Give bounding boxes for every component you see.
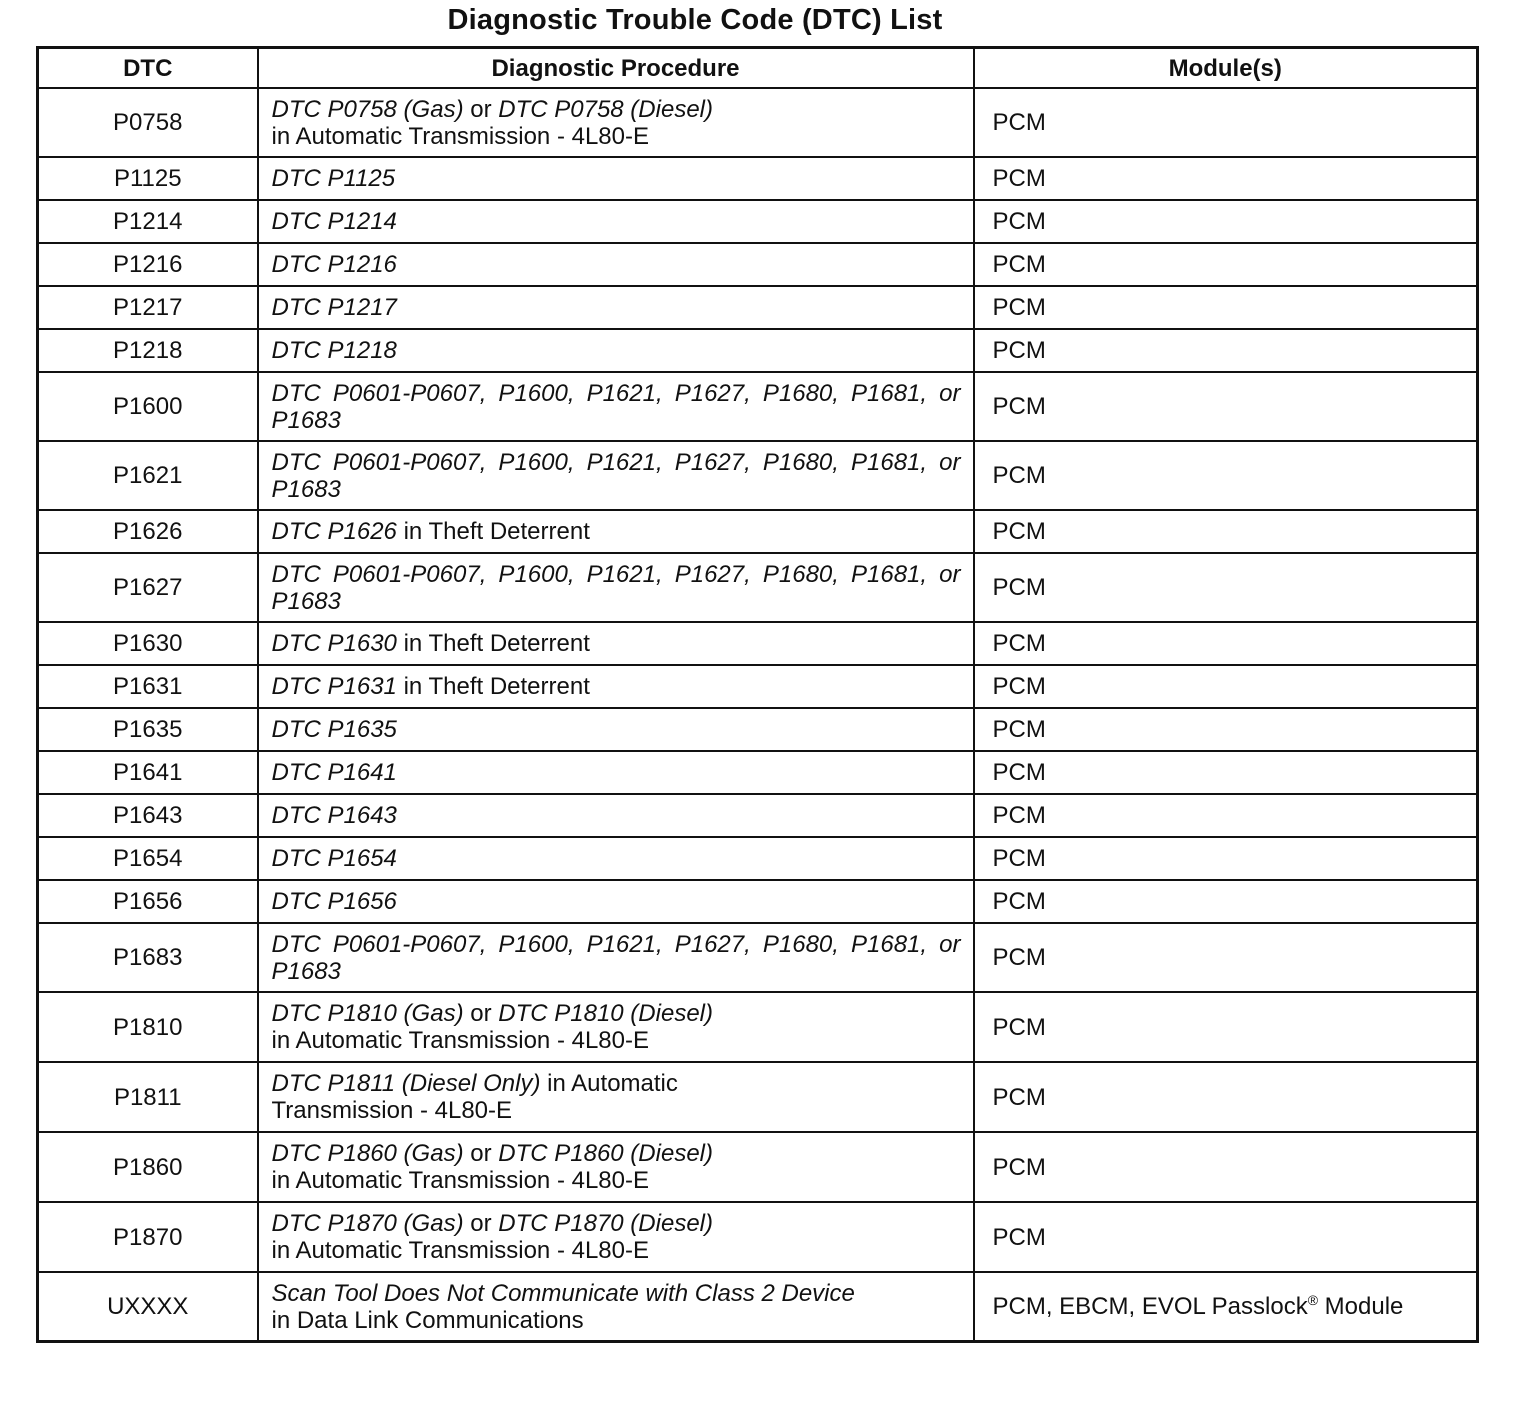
dtc-code: P1621 (38, 441, 258, 510)
procedure-link[interactable]: DTC P1654 (271, 845, 397, 872)
diagnostic-procedure (258, 286, 974, 329)
dtc-code: P1631 (38, 665, 258, 708)
table-row (38, 837, 1478, 880)
table-row (38, 880, 1478, 923)
procedure-link[interactable]: DTC P1656 (271, 888, 397, 915)
module-suffix: Module (1318, 1293, 1404, 1320)
procedure-link[interactable]: DTC P0601-P0607, P1600, P1621, P1627, P1680, P1681, or (271, 448, 961, 476)
diagnostic-procedure (258, 665, 974, 708)
module-cell: PCM (974, 1062, 1478, 1132)
dtc-code: P1641 (38, 751, 258, 794)
procedure-link[interactable]: P1683 (271, 475, 341, 503)
dtc-code: P1654 (38, 837, 258, 880)
column-header-modules: Module(s) (974, 48, 1478, 89)
diagnostic-procedure (258, 553, 974, 622)
procedure-link[interactable]: DTC P1860 (Gas) (271, 1140, 464, 1167)
procedure-text: or (470, 1000, 492, 1027)
diagnostic-procedure (258, 157, 974, 200)
diagnostic-procedure (258, 708, 974, 751)
procedure-text: in Automatic Transmission - 4L80-E (271, 1027, 649, 1054)
module-cell: PCM (974, 794, 1478, 837)
procedure-link[interactable]: DTC P1216 (271, 251, 397, 278)
module-cell: PCM (974, 1202, 1478, 1272)
dtc-code: P1600 (38, 372, 258, 441)
dtc-code: P1683 (38, 923, 258, 992)
procedure-link[interactable]: DTC P0601-P0607, P1600, P1621, P1627, P1680, P1681, or (271, 379, 961, 407)
table-row (38, 665, 1478, 708)
procedure-text: in Theft Deterrent (403, 518, 590, 545)
procedure-link[interactable]: DTC P1810 (Diesel) (498, 1000, 713, 1027)
module-cell: PCM (974, 372, 1478, 441)
dtc-code: P1626 (38, 510, 258, 553)
dtc-code: P1810 (38, 992, 258, 1062)
diagnostic-procedure (258, 372, 974, 441)
diagnostic-procedure (258, 441, 974, 510)
module-cell: PCM (974, 510, 1478, 553)
procedure-link[interactable]: DTC P1870 (Gas) (271, 1210, 464, 1237)
module-cell: PCM (974, 1132, 1478, 1202)
dtc-code: P1216 (38, 243, 258, 286)
dtc-code: UXXXX (38, 1272, 258, 1342)
dtc-code: P1627 (38, 553, 258, 622)
module-cell: PCM (974, 837, 1478, 880)
table-row (38, 286, 1478, 329)
procedure-text: in Automatic Transmission - 4L80-E (271, 122, 649, 150)
page-title: Diagnostic Trouble Code (DTC) List (447, 4, 943, 36)
procedure-link[interactable]: DTC P1811 (Diesel Only) (271, 1070, 541, 1097)
module-cell: PCM (974, 665, 1478, 708)
module-cell: PCM (974, 992, 1478, 1062)
procedure-link[interactable]: Scan Tool Does Not Communicate with Class 2 Device (271, 1279, 855, 1307)
table-row (38, 1132, 1478, 1202)
procedure-text: in Automatic (547, 1070, 678, 1097)
procedure-text: or (470, 95, 492, 123)
dtc-code: P0758 (38, 88, 258, 157)
diagnostic-procedure (258, 622, 974, 665)
table-header-row (38, 48, 1478, 89)
table-row (38, 441, 1478, 510)
column-header-procedure: Diagnostic Procedure (258, 48, 974, 89)
procedure-text: in Automatic Transmission - 4L80-E (271, 1167, 649, 1194)
procedure-text: in Data Link Communications (271, 1306, 584, 1334)
module-cell: PCM (974, 880, 1478, 923)
diagnostic-procedure (258, 837, 974, 880)
procedure-text: in Theft Deterrent (403, 673, 590, 700)
dtc-code: P1125 (38, 157, 258, 200)
procedure-link[interactable]: DTC P1635 (271, 716, 397, 743)
registered-mark: ® (1307, 1292, 1319, 1308)
table-row (38, 157, 1478, 200)
procedure-text: or (470, 1210, 492, 1237)
dtc-code: P1643 (38, 794, 258, 837)
module-cell: PCM (974, 708, 1478, 751)
procedure-link[interactable]: DTC P1214 (271, 208, 397, 235)
diagnostic-procedure (258, 794, 974, 837)
procedure-link[interactable]: DTC P1218 (271, 337, 397, 364)
dtc-code: P1811 (38, 1062, 258, 1132)
diagnostic-procedure (258, 329, 974, 372)
module-cell: PCM (974, 286, 1478, 329)
module-cell: PCM (974, 243, 1478, 286)
module-cell: PCM (974, 622, 1478, 665)
table-row (38, 992, 1478, 1062)
table-row (38, 372, 1478, 441)
diagnostic-procedure (258, 992, 974, 1062)
procedure-link[interactable]: DTC P1630 (271, 630, 397, 657)
diagnostic-procedure (258, 1062, 974, 1132)
module-cell: PCM (974, 157, 1478, 200)
module-names: PCM, EBCM, EVOL Passlock (992, 1293, 1308, 1320)
procedure-link[interactable]: DTC P1641 (271, 759, 397, 786)
table-row (38, 243, 1478, 286)
procedure-link[interactable]: DTC P1860 (Diesel) (498, 1140, 713, 1167)
table-row (38, 329, 1478, 372)
procedure-link[interactable]: DTC P0601-P0607, P1600, P1621, P1627, P1680, P1681, or (271, 930, 961, 958)
diagnostic-procedure (258, 1272, 974, 1342)
table-row (38, 1272, 1478, 1342)
procedure-link[interactable]: DTC P1217 (271, 294, 397, 321)
dtc-code: P1635 (38, 708, 258, 751)
procedure-link[interactable]: DTC P0758 (Diesel) (498, 95, 713, 123)
table-row (38, 200, 1478, 243)
diagnostic-procedure (258, 751, 974, 794)
table-row (38, 923, 1478, 992)
dtc-code: P1630 (38, 622, 258, 665)
dtc-table (36, 46, 1479, 1343)
dtc-code: P1860 (38, 1132, 258, 1202)
table-row (38, 794, 1478, 837)
table-row (38, 708, 1478, 751)
procedure-text: in Theft Deterrent (403, 630, 590, 657)
module-cell (974, 1272, 1478, 1342)
procedure-text: Transmission - 4L80-E (271, 1097, 513, 1124)
diagnostic-procedure (258, 200, 974, 243)
dtc-code: P1870 (38, 1202, 258, 1272)
diagnostic-procedure (258, 88, 974, 157)
module-cell: PCM (974, 441, 1478, 510)
procedure-link[interactable]: DTC P1125 (271, 165, 396, 192)
diagnostic-procedure (258, 880, 974, 923)
dtc-code: P1214 (38, 200, 258, 243)
procedure-text: in Automatic Transmission - 4L80-E (271, 1237, 649, 1264)
module-cell: PCM (974, 553, 1478, 622)
procedure-text: or (470, 1140, 492, 1167)
procedure-link[interactable]: P1683 (271, 957, 341, 985)
diagnostic-procedure (258, 510, 974, 553)
procedure-link[interactable]: DTC P1810 (Gas) (271, 1000, 464, 1027)
procedure-link[interactable]: DTC P1870 (Diesel) (498, 1210, 713, 1237)
table-row (38, 88, 1478, 157)
column-header-dtc: DTC (38, 48, 258, 89)
procedure-link[interactable]: DTC P1631 (271, 673, 397, 700)
procedure-link[interactable]: P1683 (271, 406, 341, 434)
module-cell: PCM (974, 923, 1478, 992)
procedure-link[interactable]: P1683 (271, 587, 341, 615)
module-cell: PCM (974, 88, 1478, 157)
table-row (38, 1062, 1478, 1132)
table-row (38, 751, 1478, 794)
module-cell: PCM (974, 329, 1478, 372)
table-row (38, 622, 1478, 665)
procedure-link[interactable]: DTC P1643 (271, 802, 397, 829)
diagnostic-procedure (258, 1202, 974, 1272)
procedure-link[interactable]: DTC P0601-P0607, P1600, P1621, P1627, P1680, P1681, or (271, 560, 961, 588)
procedure-link[interactable]: DTC P0758 (Gas) (271, 95, 464, 123)
dtc-code: P1217 (38, 286, 258, 329)
diagnostic-procedure (258, 243, 974, 286)
table-row (38, 510, 1478, 553)
module-cell: PCM (974, 751, 1478, 794)
diagnostic-procedure (258, 1132, 974, 1202)
diagnostic-procedure (258, 923, 974, 992)
dtc-code: P1218 (38, 329, 258, 372)
table-row (38, 1202, 1478, 1272)
table-row (38, 553, 1478, 622)
dtc-code: P1656 (38, 880, 258, 923)
procedure-link[interactable]: DTC P1626 (271, 518, 397, 545)
module-cell: PCM (974, 200, 1478, 243)
